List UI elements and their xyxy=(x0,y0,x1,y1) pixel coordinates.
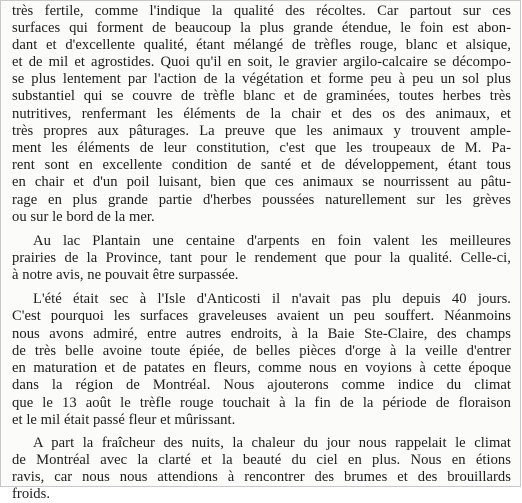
text-line: de très belle avoine toute épiée, de belles pièces d'orge à la veille d'entrer xyxy=(12,343,511,359)
text-line: et le mil était passé fleur et mûrissant. xyxy=(12,412,236,428)
text-line: dans la région de Montréal. Nous ajouterons comme indice du climat xyxy=(12,377,511,393)
text-line: nous avons admiré, entre autres endroits, à la Baie Ste-Claire, des champs xyxy=(12,326,511,342)
text-line: très propres aux pâturages. La preuve que les animaux y trouvent ample- xyxy=(12,123,511,139)
text-line: substantiel qui se couvre de trèfle blanc et de graminées, toutes herbes très xyxy=(12,88,511,104)
text-line: se plus lentement par l'action de la végétation et forme peu à peu un sol plus xyxy=(12,71,511,87)
text-line: très fertile, comme l'indique la qualité des récoltes. Car partout sur ces xyxy=(12,3,511,19)
text-line: surfaces qui forment de beaucoup la plus grande étendue, le foin est abon- xyxy=(12,20,511,36)
text-line: à notre avis, ne pouvait être surpassée. xyxy=(12,267,239,283)
text-line: rage en plus grande partie d'herbes poussées naturellement sur les grèves xyxy=(12,192,511,208)
text-line: froids. xyxy=(12,486,51,502)
text-line: ment les éléments de leur constitution, c'est que les troupeaux de M. Pa- xyxy=(12,140,511,156)
text-line: nutritives, renfermant les éléments de la chair et des os des animaux, et xyxy=(12,106,511,122)
text-line: en chair et d'un poil luisant, bien que ces animaux se nourrissent au pâtu- xyxy=(12,174,511,190)
text-line: dant et d'excellente qualité, étant mélangé de trèfles rouge, blanc et alsique, xyxy=(12,37,511,53)
text-line: de Montréal avec la clarté et la beauté du ciel en plus. Nous en étions xyxy=(12,452,511,468)
text-line: ravis, car nous nous attendions à rencontrer des brumes et des brouillards xyxy=(12,469,511,485)
text-line: prairies de la Province, tant pour le rendement que pour la qualité. Celle-ci, xyxy=(12,250,511,266)
text-line: Au lac Plantain une centaine d'arpents en foin valent les meilleures xyxy=(33,233,511,249)
text-line: et de mil et agrostides. Quoi qu'il en soit, le gravier argilo-calcaire se décompo- xyxy=(12,54,511,70)
text-line: en maturation et de patates en fleurs, comme nous en voyions à cette époque xyxy=(12,360,511,376)
text-line: que le 13 août le trèfle rouge touchait à la fin de la période de floraison xyxy=(12,395,511,411)
text-line: rent sont en excellente condition de santé et de développement, étant tous xyxy=(12,157,511,173)
text-line: ou sur le bord de la mer. xyxy=(12,209,155,225)
text-line: C'est pourquoi les surfaces graveleuses avaient un peu souffert. Néanmoins xyxy=(12,308,511,324)
text-line: L'été était sec à l'Isle d'Anticosti il n'avait pas plu depuis 40 jours. xyxy=(33,291,511,307)
text-line: A part la fraîcheur des nuits, la chaleur du jour nous rappelait le climat xyxy=(33,435,511,451)
